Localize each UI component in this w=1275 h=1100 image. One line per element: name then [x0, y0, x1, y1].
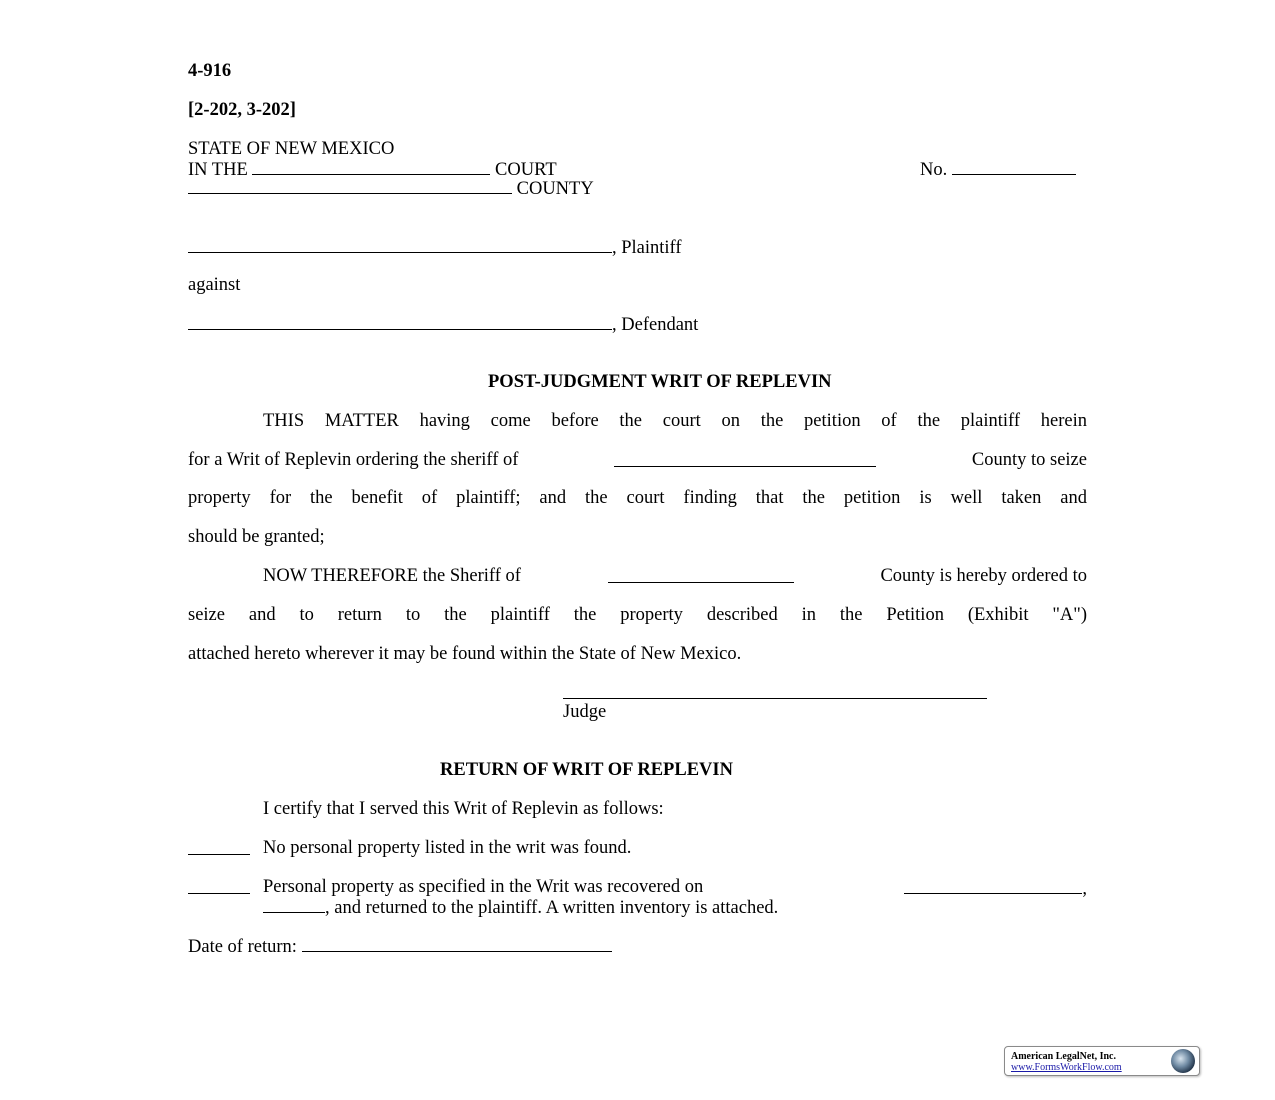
logo-url-link[interactable]: www.FormsWorkFlow.com: [1011, 1062, 1122, 1073]
judge-signature-line: [563, 683, 987, 704]
option-2-text-2: , and returned to the plaintiff. A written inventory is attached.: [325, 898, 779, 918]
writ-p1-line2-start: for a Writ of Replevin ordering the sheriff of: [188, 450, 519, 470]
court-label: COURT: [495, 160, 557, 180]
return-option-2: [188, 878, 250, 899]
sheriff-county-field-2[interactable]: [608, 567, 794, 583]
judge-label: Judge: [563, 702, 607, 722]
plaintiff-label: , Plaintiff: [612, 238, 682, 258]
recovered-date-field[interactable]: [904, 878, 1082, 894]
case-number-field[interactable]: [952, 159, 1076, 175]
writ-p2-line1-end: County is hereby ordered to: [880, 566, 1087, 586]
court-name-field[interactable]: [252, 159, 490, 175]
writ-title: POST-JUDGMENT WRIT OF REPLEVIN: [488, 372, 832, 392]
sheriff-county-field-1[interactable]: [614, 451, 876, 467]
return-option-2-line1: Personal property as specified in the Writ was recovered on ,: [263, 877, 1087, 899]
court-line: [188, 159, 557, 180]
writ-p1-line1: THIS MATTER having come before the court on the petition of the plaintiff herein: [263, 411, 1087, 431]
date-of-return-field[interactable]: [302, 936, 612, 952]
defendant-label: , Defendant: [612, 315, 699, 335]
plaintiff-line: [188, 237, 682, 258]
writ-p1-line2-end: County to seize: [971, 450, 1087, 470]
option-2-text: Personal property as specified in the Writ was recovered on: [263, 877, 704, 897]
case-number-line: [920, 159, 1076, 180]
date-of-return-line: [188, 936, 612, 957]
against-label: against: [188, 275, 241, 295]
logo-company-name: American LegalNet, Inc.: [1011, 1051, 1116, 1062]
return-option-1: [188, 839, 250, 860]
american-legalnet-logo[interactable]: [1004, 1046, 1200, 1076]
writ-p1-line4: should be granted;: [188, 527, 325, 547]
plaintiff-name-field[interactable]: [188, 237, 612, 253]
rule-references: [2-202, 3-202]: [188, 100, 296, 120]
form-number: 4-916: [188, 61, 232, 81]
county-label: COUNTY: [516, 179, 594, 199]
option-1-checkbox-field[interactable]: [188, 839, 250, 855]
return-certify: I certify that I served this Writ of Replevin as follows:: [263, 799, 664, 819]
option-2-checkbox-field[interactable]: [188, 878, 250, 894]
defendant-name-field[interactable]: [188, 314, 612, 330]
judge-signature-field[interactable]: [563, 683, 987, 699]
return-option-2-line2: [263, 897, 778, 918]
recovered-year-field[interactable]: [263, 897, 325, 913]
writ-p1-line2: [188, 451, 1087, 470]
state-heading: STATE OF NEW MEXICO: [188, 139, 395, 159]
writ-p2-line2: seize and to return to the plaintiff the property described in the Petition (Exhibit "A"): [188, 605, 1087, 625]
defendant-line: [188, 314, 698, 335]
writ-p2-line1-start: NOW THEREFORE the Sheriff of: [263, 566, 521, 586]
county-name-field[interactable]: [188, 178, 512, 194]
return-option-1-text: No personal property listed in the writ was found.: [263, 838, 632, 858]
writ-p2-line1: [263, 567, 1087, 586]
in-the-label: IN THE: [188, 160, 248, 180]
writ-p1-line3: property for the benefit of plaintiff; and the court finding that the petition is well taken and: [188, 488, 1087, 508]
case-number-label: No.: [920, 160, 948, 180]
county-line: [188, 178, 594, 199]
globe-icon: [1171, 1049, 1195, 1073]
writ-p2-line3: attached hereto wherever it may be found within the State of New Mexico.: [188, 644, 742, 664]
date-of-return-label: Date of return:: [188, 937, 297, 957]
return-title: RETURN OF WRIT OF REPLEVIN: [440, 760, 733, 780]
